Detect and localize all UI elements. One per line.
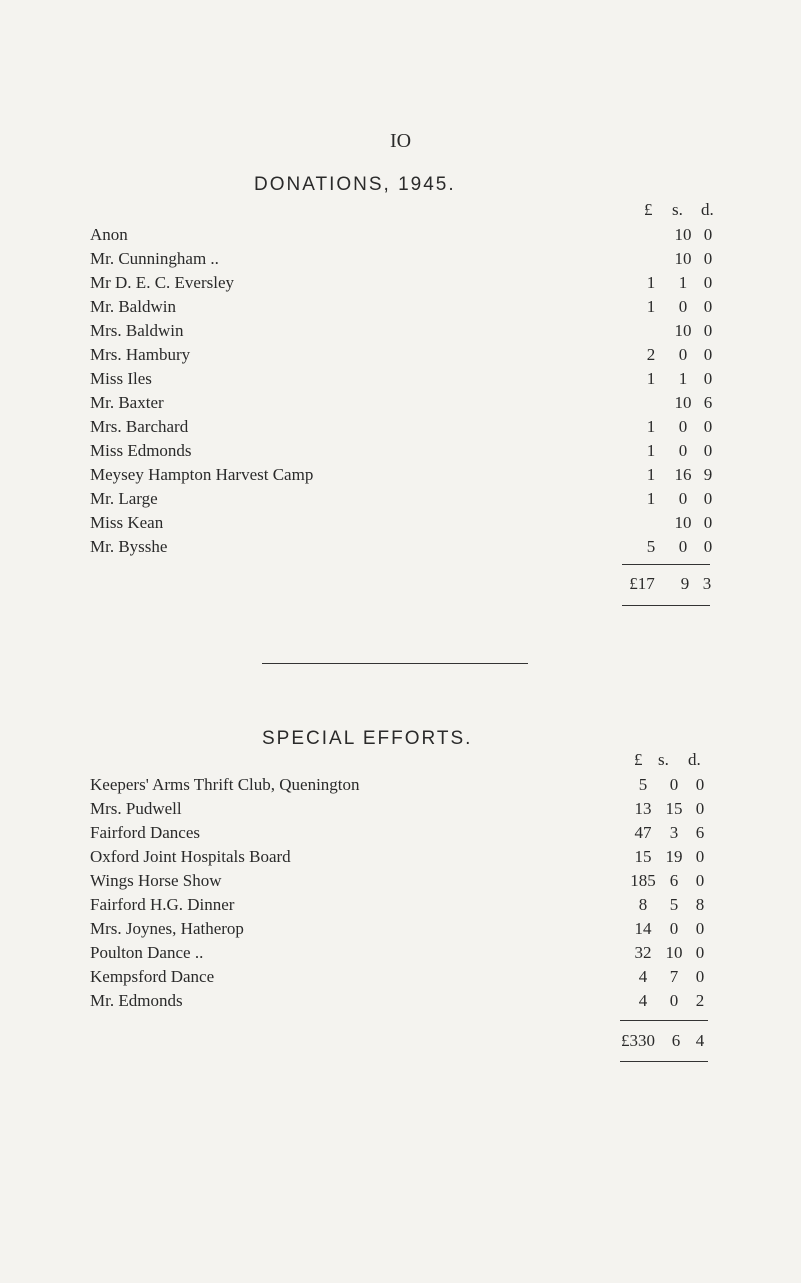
row-name: Fairford H.G. Dinner xyxy=(90,895,235,914)
table-row xyxy=(0,537,801,561)
row-pounds: 5 xyxy=(646,537,656,556)
special-efforts-col-shillings: s. xyxy=(658,750,669,769)
row-shillings: 6 xyxy=(669,871,679,890)
special-total-shillings: 6 xyxy=(671,1031,681,1050)
row-pounds: 14 xyxy=(634,919,652,938)
row-pence: 0 xyxy=(703,297,713,316)
row-shillings: 15 xyxy=(665,799,683,818)
row-pounds: 2 xyxy=(646,345,656,364)
row-name: Mr. Bysshe xyxy=(90,537,168,556)
table-row xyxy=(0,369,801,393)
row-shillings: 0 xyxy=(678,345,688,364)
row-shillings: 0 xyxy=(678,417,688,436)
row-name: Mr. Baldwin xyxy=(90,297,176,316)
table-row xyxy=(0,895,801,919)
row-name: Mrs. Pudwell xyxy=(90,799,182,818)
row-name: Anon xyxy=(90,225,128,244)
row-name: Mr. Large xyxy=(90,489,158,508)
row-pence: 6 xyxy=(695,823,705,842)
special-efforts-title: SPECIAL EFFORTS. xyxy=(262,728,473,749)
row-pence: 0 xyxy=(695,799,705,818)
row-name: Mr D. E. C. Eversley xyxy=(90,273,235,292)
row-shillings: 19 xyxy=(665,847,683,866)
row-name: Miss Kean xyxy=(90,513,164,532)
table-row xyxy=(0,967,801,991)
row-pounds: 1 xyxy=(646,465,656,484)
row-pence: 0 xyxy=(703,513,713,532)
row-shillings: 3 xyxy=(669,823,679,842)
row-pounds: 13 xyxy=(634,799,652,818)
row-pence: 0 xyxy=(695,943,705,962)
row-pence: 0 xyxy=(695,871,705,890)
row-name: Mrs. Baldwin xyxy=(90,321,184,340)
table-row xyxy=(0,871,801,895)
special-efforts-col-pence: d. xyxy=(688,750,701,769)
row-pence: 0 xyxy=(703,273,713,292)
row-pounds: 1 xyxy=(646,417,656,436)
row-shillings: 0 xyxy=(678,537,688,556)
row-shillings: 10 xyxy=(674,321,692,340)
table-row xyxy=(0,321,801,345)
row-pounds: 47 xyxy=(634,823,652,842)
table-row xyxy=(0,489,801,513)
row-name: Mr. Cunningham .. xyxy=(90,249,219,268)
row-pence: 9 xyxy=(703,465,713,484)
row-pence: 0 xyxy=(695,775,705,794)
table-row xyxy=(0,345,801,369)
row-shillings: 0 xyxy=(669,775,679,794)
row-pounds: 5 xyxy=(638,775,648,794)
row-pounds: 1 xyxy=(646,441,656,460)
row-shillings: 0 xyxy=(678,297,688,316)
donations-total-row xyxy=(0,574,801,598)
row-shillings: 10 xyxy=(674,393,692,412)
row-pence: 0 xyxy=(703,321,713,340)
row-shillings: 16 xyxy=(674,465,692,484)
table-row xyxy=(0,513,801,537)
row-shillings: 10 xyxy=(674,513,692,532)
table-row xyxy=(0,225,801,249)
row-name: Wings Horse Show xyxy=(90,871,222,890)
row-pence: 0 xyxy=(695,919,705,938)
row-pence: 0 xyxy=(703,249,713,268)
row-pounds: 8 xyxy=(638,895,648,914)
row-shillings: 0 xyxy=(669,919,679,938)
row-name: Miss Iles xyxy=(90,369,152,388)
donations-title: DONATIONS, 1945. xyxy=(254,174,456,195)
row-shillings: 0 xyxy=(669,991,679,1010)
row-name: Poulton Dance .. xyxy=(90,943,204,962)
special-total-rule-top xyxy=(620,1020,708,1021)
row-pounds: 1 xyxy=(646,273,656,292)
row-pence: 6 xyxy=(703,393,713,412)
row-pence: 0 xyxy=(703,537,713,556)
row-pence: 0 xyxy=(703,369,713,388)
row-pounds: 15 xyxy=(634,847,652,866)
row-shillings: 1 xyxy=(678,369,688,388)
row-pence: 0 xyxy=(695,847,705,866)
row-pence: 0 xyxy=(703,441,713,460)
page-number: IO xyxy=(389,130,412,152)
table-row xyxy=(0,943,801,967)
table-row xyxy=(0,393,801,417)
table-row xyxy=(0,823,801,847)
row-pence: 2 xyxy=(695,991,705,1010)
row-pounds: 1 xyxy=(646,489,656,508)
row-name: Keepers' Arms Thrift Club, Quenington xyxy=(90,775,360,794)
row-pence: 8 xyxy=(695,895,705,914)
special-total-row xyxy=(0,1031,801,1055)
donations-total-rule-top xyxy=(622,564,710,565)
row-pence: 0 xyxy=(703,417,713,436)
row-pounds: 185 xyxy=(630,871,656,890)
row-name: Miss Edmonds xyxy=(90,441,192,460)
row-pence: 0 xyxy=(703,489,713,508)
row-shillings: 10 xyxy=(665,943,683,962)
row-shillings: 0 xyxy=(678,441,688,460)
row-pence: 0 xyxy=(703,345,713,364)
row-name: Oxford Joint Hospitals Board xyxy=(90,847,291,866)
row-pounds: 1 xyxy=(646,297,656,316)
row-pounds: 32 xyxy=(634,943,652,962)
special-efforts-col-pounds: £ xyxy=(634,750,643,769)
table-row xyxy=(0,249,801,273)
donations-total-shillings: 9 xyxy=(680,574,690,593)
row-name: Mrs. Joynes, Hatherop xyxy=(90,919,244,938)
row-shillings: 10 xyxy=(674,225,692,244)
row-pounds: 1 xyxy=(646,369,656,388)
donations-total-pounds: £17 xyxy=(629,574,655,593)
table-row xyxy=(0,991,801,1015)
table-row xyxy=(0,799,801,823)
row-name: Mr. Baxter xyxy=(90,393,164,412)
row-pence: 0 xyxy=(695,967,705,986)
row-shillings: 10 xyxy=(674,249,692,268)
row-shillings: 1 xyxy=(678,273,688,292)
table-row xyxy=(0,465,801,489)
row-name: Meysey Hampton Harvest Camp xyxy=(90,465,314,484)
special-total-pounds: £330 xyxy=(621,1031,655,1050)
donations-col-pence: d. xyxy=(701,200,714,219)
row-shillings: 5 xyxy=(669,895,679,914)
row-name: Mr. Edmonds xyxy=(90,991,183,1010)
donations-col-pounds: £ xyxy=(644,200,653,219)
row-shillings: 0 xyxy=(678,489,688,508)
table-row xyxy=(0,417,801,441)
special-total-pence: 4 xyxy=(695,1031,705,1050)
row-pounds: 4 xyxy=(638,991,648,1010)
row-name: Mrs. Barchard xyxy=(90,417,189,436)
table-row xyxy=(0,847,801,871)
row-name: Kempsford Dance xyxy=(90,967,215,986)
row-name: Fairford Dances xyxy=(90,823,200,842)
special-total-rule-bottom xyxy=(620,1061,708,1062)
row-pence: 0 xyxy=(703,225,713,244)
row-shillings: 7 xyxy=(669,967,679,986)
table-row xyxy=(0,441,801,465)
row-pounds: 4 xyxy=(638,967,648,986)
section-divider xyxy=(262,663,528,664)
table-row xyxy=(0,919,801,943)
donations-col-shillings: s. xyxy=(672,200,683,219)
table-row xyxy=(0,273,801,297)
donations-total-pence: 3 xyxy=(702,574,712,593)
row-name: Mrs. Hambury xyxy=(90,345,191,364)
donations-total-rule-bottom xyxy=(622,605,710,606)
table-row xyxy=(0,775,801,799)
table-row xyxy=(0,297,801,321)
